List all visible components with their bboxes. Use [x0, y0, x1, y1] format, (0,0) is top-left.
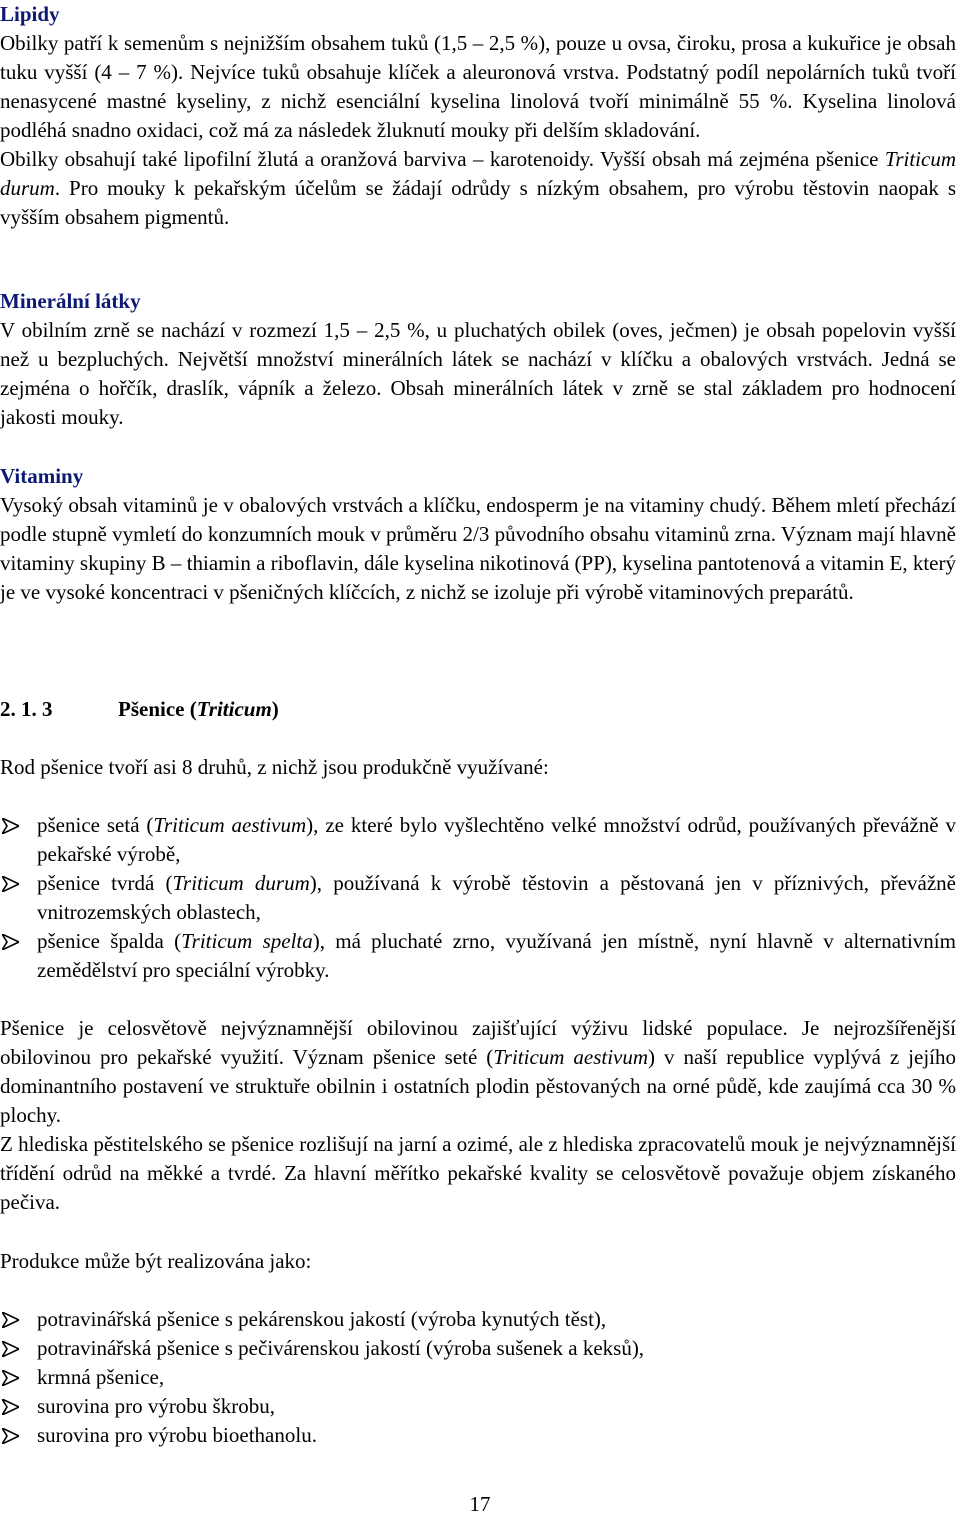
produkce-list: [0, 1305, 956, 1450]
section-vitaminy: [0, 462, 956, 607]
list-item: surovina pro výrobu škrobu,: [0, 1392, 956, 1421]
arrowhead-bullet-icon: [2, 1341, 19, 1357]
arrowhead-bullet-icon: [2, 1312, 19, 1328]
section-mineralni-latky: [0, 287, 956, 432]
section-number: 2. 1. 3: [0, 697, 53, 721]
arrowhead-bullet-icon: [2, 1428, 19, 1444]
section-title: 2. 1. 3 Pšenice (Triticum): [0, 695, 956, 724]
list-item: pšenice tvrdá (Triticum durum), používaná k výrobě těstovin a pěstovaná jen v příznivých, převážně vnitrozemských oblastech,: [0, 869, 956, 927]
page-number: 17: [469, 1492, 491, 1516]
list-item: pšenice špalda (Triticum spelta), má pluchaté zrno, využívaná jen místně, nyní hlavně v alternativním zemědělství pro speciální výrobky.: [0, 927, 956, 985]
druhy-list-block: [0, 811, 956, 985]
arrowhead-bullet-icon: [2, 934, 19, 950]
list-item: pšenice setá (Triticum aestivum), ze které bylo vyšlechtěno velké množství odrůd, používaných převážně v pekařské výrobě,: [0, 811, 956, 869]
paragraph-psenice-1: Pšenice je celosvětově nejvýznamnější obilovinou zajišťující výživu lidské populace. Je nejrozšířenější obilovinou pro pekařské využití. Význam pšenice seté (Triticum aestivum) v naší republice vyplývá z jejího dominantního postavení ve struktuře obilnin i ostatních plodin pěstovaných na orné půdě, kde zaujímá cca 30 % plochy.: [0, 1016, 957, 1127]
section-lipidy: [0, 0, 956, 232]
list-item: surovina pro výrobu bioethanolu.: [0, 1421, 956, 1450]
heading-mineralni-latky: Minerální látky: [0, 289, 141, 313]
druhy-intro-block: [0, 753, 956, 782]
produkce-intro-block: [0, 1247, 956, 1276]
psenice-text-block: [0, 1014, 956, 1217]
list-item: potravinářská pšenice s pečivárenskou jakostí (výroba sušenek a keksů),: [0, 1334, 956, 1363]
produkce-list-block: [0, 1305, 956, 1450]
heading-lipidy: Lipidy: [0, 2, 60, 26]
arrowhead-bullet-icon: [2, 818, 19, 834]
paragraph-lipidy-1: Obilky patří k semenům s nejnižším obsahem tuků (1,5 – 2,5 %), pouze u ovsa, čiroku, prosa a kukuřice je obsah tuku vyšší (4 – 7 %). Nejvíce tuků obsahuje klíček a aleuronová vrstva. Podstatný podíl nepolárních tuků tvoří nenasycené mastné kyseliny, z nichž esenciální kyselina linolová tvoří minimálně 55 %. Kyselina linolová podléhá snadno oxidaci, což má za následek žluknutí mouky při delším skladování.: [0, 31, 956, 142]
arrowhead-bullet-icon: [2, 1370, 19, 1386]
paragraph-psenice-2: Z hlediska pěstitelského se pšenice rozlišují na jarní a ozimé, ale z hlediska zpracovatelů mouk je nejvýznamnější třídění odrůd na měkké a tvrdé. Za hlavní měřítko pekařské kvality se celosvětově považuje objem získaného pečiva.: [0, 1132, 956, 1214]
paragraph-vitaminy: Vysoký obsah vitaminů je v obalových vrstvách a klíčku, endosperm je na vitaminy chudý. Během mletí přechází podle stupně vymletí do konzumních mouk v průměru 2/3 původního obsahu vitaminů zrna. Význam mají hlavně vitaminy skupiny B – thiamin a riboflavin, dále kyselina nikotinová (PP), kyselina pantotenová a vitamin E, který je ve vysoké koncentraci v pšeničných klíčcích, z nichž se izoluje při výrobě vitaminových preparátů.: [0, 493, 956, 604]
list-item: potravinářská pšenice s pekárenskou jakostí (výroba kynutých těst),: [0, 1305, 956, 1334]
heading-vitaminy: Vitaminy: [0, 464, 84, 488]
paragraph-mineralni-latky: V obilním zrně se nachází v rozmezí 1,5 – 2,5 %, u pluchatých obilek (oves, ječmen) je obsah popelovin vyšší než u bezpluchých. Největší množství minerálních látek se nachází v klíčku a obalových vrstvách. Jedná se zejména o hořčík, draslík, vápník a železo. Obsah minerálních látek v zrně se stal základem pro hodnocení jakosti mouky.: [0, 318, 956, 429]
produkce-intro: Produkce může být realizována jako:: [0, 1249, 312, 1273]
paragraph-lipidy-2: Obilky obsahují také lipofilní žlutá a oranžová barviva – karotenoidy. Vyšší obsah má zejména pšenice Triticum durum. Pro mouky k pekařským účelům se žádají odrůdy s nízkým obsahem, pro výrobu těstovin naopak s vyšším obsahem pigmentů.: [0, 147, 956, 229]
druhy-intro: Rod pšenice tvoří asi 8 druhů, z nichž jsou produkčně využívané:: [0, 755, 549, 779]
arrowhead-bullet-icon: [2, 1399, 19, 1415]
section-heading-psenice: [0, 695, 956, 724]
list-item: krmná pšenice,: [0, 1363, 956, 1392]
arrowhead-bullet-icon: [2, 876, 19, 892]
druhy-list: [0, 811, 956, 985]
